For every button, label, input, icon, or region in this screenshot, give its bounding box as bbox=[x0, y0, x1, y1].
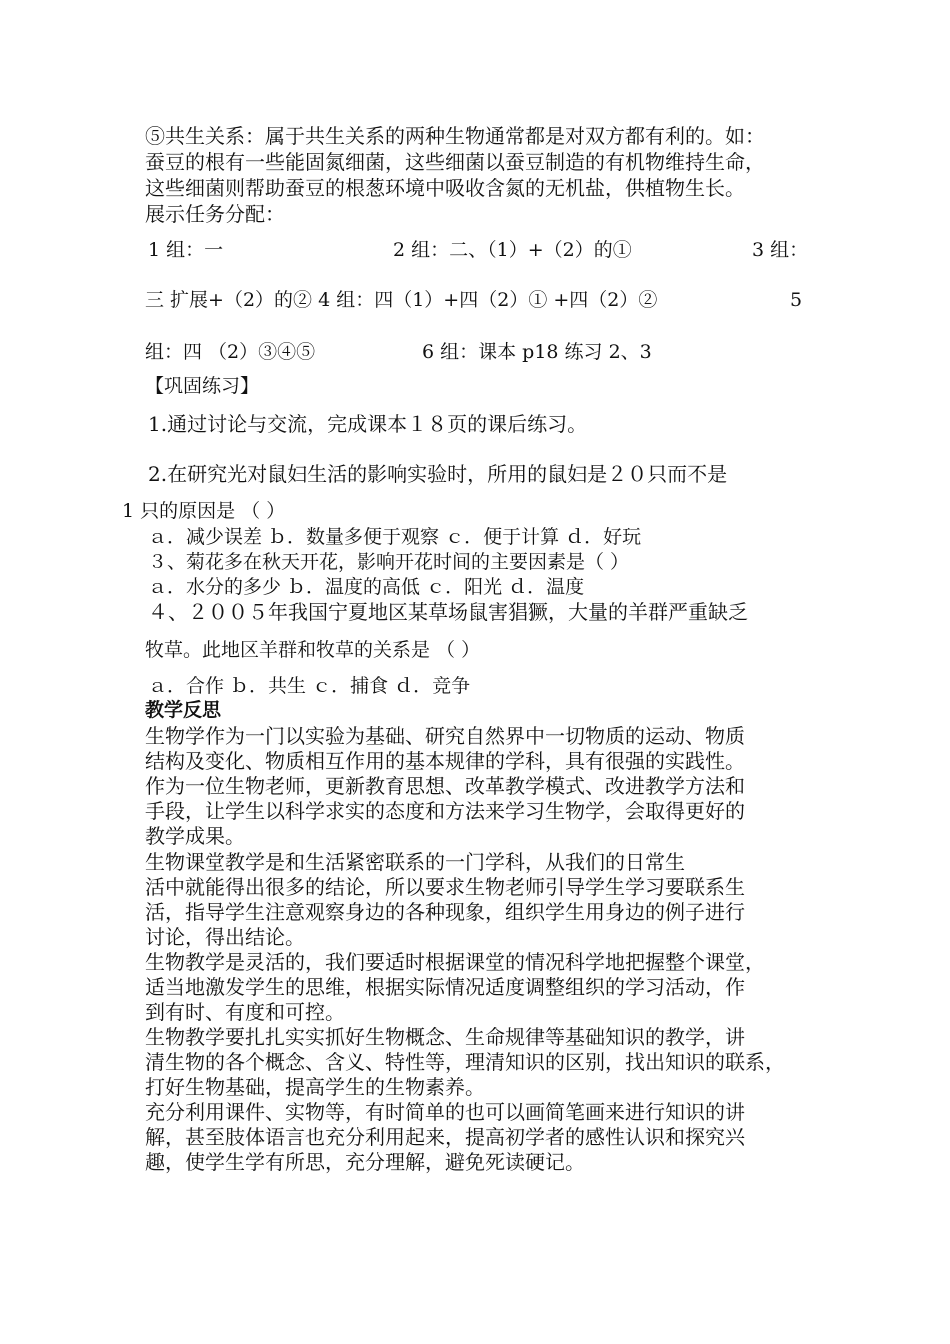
practice-question: 牧草。此地区羊群和牧草的关系是 （ ） bbox=[145, 639, 481, 661]
reflection-line: 活，指导学生注意观察身边的各种现象，组织学生用身边的例子进行 bbox=[145, 900, 745, 924]
reflection-line: 活中就能得出很多的结论，所以要求生物老师引导学生学习要联系生 bbox=[145, 875, 745, 899]
symbiosis-line: 这些细菌则帮助蚕豆的根葱环境中吸收含氮的无机盐，供植物生长。 bbox=[145, 176, 745, 200]
symbiosis-line: ⑤共生关系：属于共生关系的两种生物通常都是对双方都有利的。如： bbox=[145, 124, 765, 148]
reflection-line: 结构及变化、物质相互作用的基本规律的学科，具有很强的实践性。 bbox=[145, 749, 745, 773]
task-group-3: 3 组： bbox=[752, 239, 809, 261]
task-intro: 展示任务分配： bbox=[145, 202, 285, 226]
task-group-1: 1 组：一 bbox=[148, 239, 224, 261]
reflection-line: 生物教学要扎扎实实抓好生物概念、生命规律等基础知识的教学，讲 bbox=[145, 1025, 745, 1049]
reflection-line: 生物教学是灵活的，我们要适时根据课堂的情况科学地把握整个课堂， bbox=[145, 950, 765, 974]
reflection-line: 生物学作为一门以实验为基础、研究自然界中一切物质的运动、物质 bbox=[145, 724, 745, 748]
reflection-line: 充分利用课件、实物等，有时简单的也可以画简笔画来进行知识的讲 bbox=[145, 1100, 745, 1124]
task-row: 三 扩展+（2）的② 4 组：四（1）+四（2）① +四（2）② bbox=[145, 289, 658, 311]
reflection-line: 教学成果。 bbox=[145, 824, 245, 848]
reflection-line: 手段，让学生以科学求实的态度和方法来学习生物学，会取得更好的 bbox=[145, 799, 745, 823]
practice-heading: 【巩固练习】 bbox=[145, 375, 260, 397]
reflection-line: 解，甚至肢体语言也充分利用起来，提高初学者的感性认识和探究兴 bbox=[145, 1125, 745, 1149]
reflection-line: 到有时、有度和可控。 bbox=[145, 1000, 345, 1024]
reflection-line: 作为一位生物老师，更新教育思想、改革教学模式、改进教学方法和 bbox=[145, 774, 745, 798]
task-group-2: 2 组：二、（1）+（2）的① bbox=[393, 239, 632, 261]
practice-options: ａ．水分的多少 ｂ．温度的高低 ｃ．阳光 ｄ．温度 bbox=[148, 576, 585, 598]
task-group-6: 6 组：课本 p18 练习 2、3 bbox=[422, 341, 652, 363]
task-group-5: 5 bbox=[790, 289, 803, 311]
symbiosis-line: 蚕豆的根有一些能固氮细菌，这些细菌以蚕豆制造的有机物维持生命， bbox=[145, 150, 765, 174]
reflection-heading: 教学反思 bbox=[145, 699, 222, 721]
practice-question: ３、菊花多在秋天开花，影响开花时间的主要因素是（ ） bbox=[148, 551, 630, 573]
reflection-line: 讨论，得出结论。 bbox=[145, 925, 305, 949]
practice-options: ａ．减少误差 ｂ．数量多便于观察 ｃ．便于计算 ｄ．好玩 bbox=[148, 526, 642, 548]
practice-question: 2.在研究光对鼠妇生活的影响实验时，所用的鼠妇是２０只而不是 bbox=[148, 462, 728, 486]
reflection-line: 清生物的各个概念、含义、特性等，理清知识的区别，找出知识的联系， bbox=[145, 1050, 785, 1074]
task-row: 组：四 （2）③④⑤ bbox=[145, 341, 316, 363]
practice-options: ａ．合作 ｂ．共生 ｃ．捕食 ｄ．竞争 bbox=[148, 675, 471, 697]
practice-question: 1 只的原因是 （ ） bbox=[122, 500, 286, 522]
reflection-line: 生物课堂教学是和生活紧密联系的一门学科，从我们的日常生 bbox=[145, 850, 685, 874]
reflection-line: 打好生物基础，提高学生的生物素养。 bbox=[145, 1075, 485, 1099]
reflection-line: 趣，使学生学有所思，充分理解，避免死读硬记。 bbox=[145, 1150, 585, 1174]
reflection-line: 适当地激发学生的思维，根据实际情况适度调整组织的学习活动，作 bbox=[145, 975, 745, 999]
practice-question: 1.通过讨论与交流，完成课本１８页的课后练习。 bbox=[148, 412, 588, 436]
practice-question: ４、２００５年我国宁夏地区某草场鼠害猖獗，大量的羊群严重缺乏 bbox=[148, 600, 748, 624]
